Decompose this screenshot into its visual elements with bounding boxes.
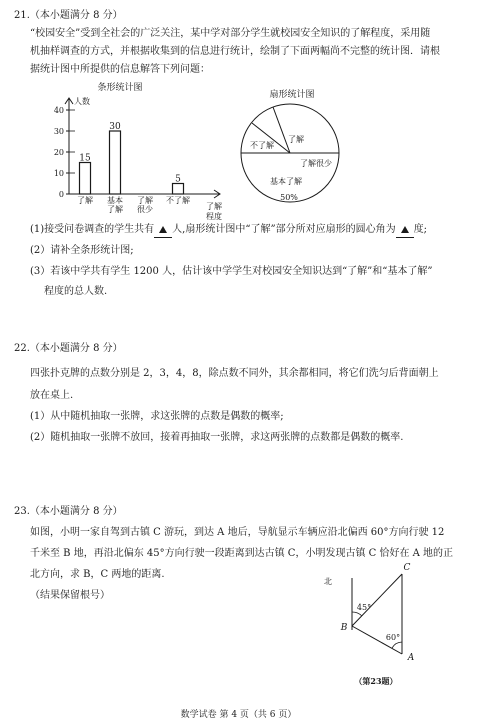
bar-chart-title: 条形统计图 <box>97 83 143 93</box>
angle-60-label: 60° <box>385 633 401 642</box>
segment-bc <box>352 574 402 626</box>
q22-question-2: (2）随机抽取一张牌不放回，接着再抽取一张牌，求这两张牌的点数都是偶数的概率. <box>30 432 404 443</box>
pie-label-liaojie-henshao: 了解很少 <box>300 159 332 168</box>
y-tick-label: 40 <box>53 106 64 115</box>
figure-caption: （第23题） <box>354 676 398 686</box>
bar-1 <box>80 163 91 195</box>
triangle-icon <box>159 226 167 233</box>
q22-question-1: (1）从中随机抽取一张牌，求这张牌的点数是偶数的概率; <box>30 411 284 422</box>
answer-blank-2 <box>396 223 414 238</box>
q21-score: （本小题满分 8 分） <box>29 10 123 21</box>
q21-intro-line3: 据统计图中所提供的信息解答下列问题： <box>30 64 210 75</box>
q22-number: 22. <box>14 343 30 354</box>
q21-q1-mid: 人,扇形统计图中“了解”部分所对应扇形的圆心角为 <box>172 224 396 235</box>
point-a-label: A <box>407 653 415 663</box>
q21-question-3-line1: (3）若该中学共有学生 1200 人，估计该中学学生对校园安全知识达到“了解”和“基本了解” <box>30 266 433 277</box>
pie-label-bu-liaojie: 不了解 <box>250 141 274 150</box>
angle-45-label: 45° <box>356 603 372 612</box>
pie-label-jiben-liaojie: 基本了解 <box>270 177 302 186</box>
q21-header <box>14 9 123 23</box>
point-b-label: B <box>340 623 348 633</box>
q21-question-3-line2: 程度的总人数. <box>44 286 108 297</box>
x-category-label: 了解 <box>137 196 153 205</box>
q23-line2: 千米至 B 地，再沿北偏东 45°方向行驶一段距离到达古镇 C，小明发现古镇 C 恰好在 A 地的正 <box>30 548 454 559</box>
q22-score: （本小题满分 8 分） <box>29 343 123 354</box>
x-category-label: 基本 <box>107 196 123 205</box>
q21-intro-line2: 机抽样调查的方式，并根据收集到的信息进行统计，绘制了下面两幅尚不完整的统计图．请根 <box>30 46 440 57</box>
point-c-label: C <box>403 563 411 573</box>
y-tick-label: 0 <box>58 190 64 199</box>
geometry-figure <box>320 560 430 688</box>
q23-number: 23. <box>14 506 30 517</box>
x-axis-unit-line1: 了解 <box>206 202 222 211</box>
bar-value-label: 30 <box>109 122 121 132</box>
q22-header <box>14 342 123 356</box>
q23-line4: （结果保留根号） <box>30 590 110 601</box>
q21-question-2: (2）请补全条形统计图; <box>30 245 134 256</box>
bar-value-label: 5 <box>175 174 181 185</box>
answer-blank-1 <box>154 223 172 238</box>
pie-chart <box>232 84 352 214</box>
pie-chart-title: 扇形统计图 <box>269 90 315 100</box>
angle-60-arc <box>392 642 402 648</box>
bar-4 <box>173 184 184 195</box>
triangle-icon <box>401 226 409 233</box>
q21-q1-post: 度; <box>413 224 427 235</box>
q21-q1-pre: (1)接受问卷调查的学生共有 <box>30 224 155 235</box>
y-axis-unit: 人数 <box>74 97 90 106</box>
page-footer: 数学试卷 第 4 页（共 6 页） <box>180 710 297 720</box>
y-tick-label: 30 <box>53 127 64 136</box>
y-tick-label: 10 <box>53 169 64 178</box>
bar-2 <box>110 131 121 194</box>
x-axis-unit-line2: 程度 <box>206 212 222 221</box>
q21-intro-line1: “校园安全”受到全社会的广泛关注，某中学对部分学生就校园安全知识的了解程度，采用随 <box>30 28 431 39</box>
q21-number: 21. <box>14 10 30 21</box>
x-category-label: 了解 <box>77 196 93 205</box>
q23-line3: 北方向，求 B，C 两地的距离. <box>30 569 165 580</box>
x-category-label: 不了解 <box>166 196 190 205</box>
q23-header <box>14 505 123 519</box>
pie-label-percent: 50% <box>280 193 298 202</box>
q23-score: （本小题满分 8 分） <box>29 506 123 517</box>
y-tick-label: 20 <box>53 148 64 157</box>
bar-value-label: 15 <box>79 153 91 164</box>
bar-chart <box>30 76 230 224</box>
x-category-label: 了解 <box>107 205 123 214</box>
x-category-label: 很少 <box>137 205 153 214</box>
q22-line2: 放在桌上. <box>30 390 74 401</box>
pie-label-liaojie: 了解 <box>288 135 304 144</box>
north-label: 北 <box>324 577 332 586</box>
angle-45-arc <box>352 612 362 616</box>
q23-line1: 如图，小明一家自驾到古镇 C 游玩，到达 A 地后，导航显示车辆应沿北偏西 60°方向行驶 12 <box>30 527 445 538</box>
q21-question-1 <box>30 223 427 238</box>
q22-line1: 四张扑克牌的点数分别是 2，3，4，8，除点数不同外，其余都相同，将它们洗匀后背面朝上 <box>30 368 439 379</box>
